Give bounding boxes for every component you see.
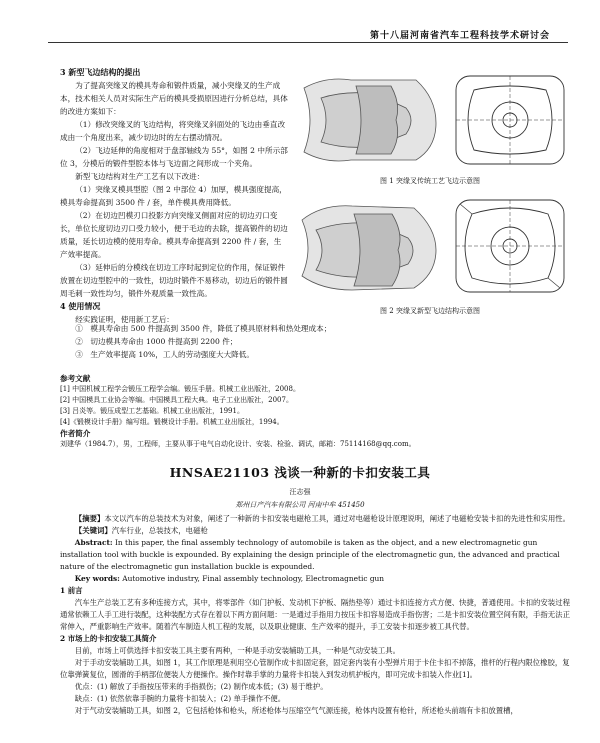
figure-1-caption: 图 1 突缘叉传统工艺飞边示意图 xyxy=(380,177,480,185)
article-body xyxy=(60,513,570,717)
section4-heading: 4 使用情况 xyxy=(60,301,101,311)
keywords-cn-label: 【关键词】 xyxy=(74,526,112,535)
keywords-cn-text: 汽车行业，总装技术，电磁枪 xyxy=(111,526,208,535)
section3-para: （1）修改突缘叉的飞边结构，将突缘叉斜面处的飞边由垂直改成由一个角度出来，减少切边时的左右摆动情况。 xyxy=(60,120,286,142)
reference-item: [4]《锻模设计手册》编写组。锻模设计手册。机械工业出版社，1994。 xyxy=(60,418,284,426)
section3-heading: 3 新型飞边结构的提出 xyxy=(60,67,141,77)
abstract-en-text: In this paper, the final assembly technology of automobile is taken as the object, and a new electromagnetic gun installation tool with buckle is expounded. By explaining the design principle of the electromagnetic gun, the advanced and practical nature of the electromagnetic gun installation buckle is expounded. xyxy=(60,538,560,571)
section3-para: （3）延伸后的分模线在切边工序时起到定位的作用，保证锻件放置在切边型腔中的一致性，切边时锻件不易移动，切边后的锻件圆周毛刺一致性均匀，锻件外观质量一致性高。 xyxy=(60,263,288,298)
author-note-text: 刘建华（1984.7），男，工程师，主要从事于电气自动化设计、安装、检验、调试，邮箱：75114168@qq.com。 xyxy=(60,440,416,448)
abstract-en-label: Abstract: xyxy=(74,538,113,547)
references-heading: 参考文献 xyxy=(60,374,91,383)
figure-2-caption: 图 2 突缘叉新型飞边结构示意图 xyxy=(380,307,480,315)
keywords-en-text: Automotive industry, Final assembly technology, Electromagnetic gun xyxy=(122,574,385,583)
abstract-en xyxy=(60,537,570,573)
reference-item: [1] 中国机械工程学会锻压工程学会编。锻压手册。机械工业出版社，2008。 xyxy=(60,385,300,393)
keywords-en-label: Key words: xyxy=(74,574,120,583)
sec2-para: 对于气动安装辅助工具，如图 2，它包括枪体和枪头，所述枪体与压缩空气气源连接，枪体内设置有枪针，所述枪头前端有卡扣放置槽， xyxy=(74,706,518,715)
sec1-heading: 1 前言 xyxy=(60,586,83,595)
article-affiliation: 郑州日产汽车有限公司 河南中牟 451450 xyxy=(235,501,365,509)
conference-header: 第十八届河南省汽车工程科技学术研讨会 xyxy=(370,31,551,41)
sec1-text: 汽车生产总装工艺有多种连接方式，其中，将零部件（如门护板、发动机下护板、隔热垫等）通过卡扣连接方式方便、快捷，普通使用。卡扣的安装过程通常依赖工人手工进行装配，这种装配方式存在着以下两方面问题：一是通过手指用力按压卡扣容易造成手指伤害；二是卡扣安装位置空间有限，手指无法正常伸入，严重影响生产效率。随着汽车制造人机工程的发展，以及职业健康、生产效率的提升，手工安装卡扣逐步被工具代替。 xyxy=(60,598,570,631)
article-author: 汪志强 xyxy=(289,488,311,496)
section4-list xyxy=(60,322,570,361)
sec2-para: 优点：(1) 解放了手指按压带来的手指损伤；(2) 制作成本低；(3) 易于维护。 xyxy=(74,682,328,691)
left-column xyxy=(60,66,288,326)
header-rule xyxy=(48,42,568,43)
sec2-para: 对于手动安装辅助工具，如图 1，其工作原理是利用空心管制作成卡扣固定套，固定套内装有小型弹片用于卡住卡扣不掉落，推杆的行程内限位橡胶，复位靠弹簧复位，圆滑的手柄部位便装人方便操作。操作时靠手掌的力量将卡扣装入到发动机护板内，即可完成卡扣装入作业[1]。 xyxy=(60,658,570,679)
references xyxy=(60,373,570,450)
figure-1-drawing xyxy=(296,68,571,170)
section3-para: （2）在切边凹模刃口投影方向突缘叉侧面对应的切边刃口变长，单位长度切边刃口受力较小，便于毛边的去除，提高锻件的切边质量，延长切边模的使用寿命。模具寿命提高到 2200 件 / 套，生产效率提高。 xyxy=(60,211,288,259)
section3-para: 为了提高突缘叉的模具寿命和锻件质量，减小突缘叉的生产成本，技术相关人员对实际生产后的模具受损原因进行分析总结，具体的改进方案如下： xyxy=(60,81,288,116)
abstract-cn-label: 【摘要】 xyxy=(74,514,105,523)
section3-para: （2）飞边延伸的角度相对于盘部轴线为 55°，如图 2 中所示部位 3，分模后的锻件型腔本体与飞边面之间形成一个夹角。 xyxy=(60,146,288,168)
reference-item: [2] 中国模具工业协会等编。中国模具工程大典。电子工业出版社，2007。 xyxy=(60,396,293,404)
reference-item: [3] 吕炎等。锻压成型工艺基础。机械工业出版社，1991。 xyxy=(60,407,244,415)
keywords-cn xyxy=(60,525,570,537)
abstract-cn-text: 本文以汽车的总装技术为对象，阐述了一种新的卡扣安装电磁枪工具，通过对电磁枪设计原理说明，阐述了电磁枪安装卡扣的先进性和实用性。 xyxy=(104,514,570,523)
sec2-heading: 2 市场上的卡扣安装工具简介 xyxy=(60,634,157,643)
list-item: ③ 生产效率提高 10%，工人的劳动强度大大降低。 xyxy=(75,350,254,359)
list-item: ② 切边模具寿命由 1000 件提高到 2200 件； xyxy=(75,337,238,346)
sec2-para: 缺点：(1) 依然依靠手腕的力量将卡扣装入；(2) 单手操作不便。 xyxy=(74,694,286,703)
figure-2-drawing xyxy=(296,190,571,302)
section3-para: 新型飞边结构对生产工艺有以下改进： xyxy=(75,172,205,181)
sec2-para: 目前，市场上可供选择卡扣安装工具主要有两种，一种是手动安装辅助工具，一种是气动安装工具。 xyxy=(74,646,400,655)
article-title: HNSAE21103 浅谈一种新的卡扣安装工具 xyxy=(169,465,431,480)
section3-para: （1）突缘叉模具型腔（图 2 中部位 4）加厚，模具强度提高，模具寿命提高到 3500 件 / 套，单件模具费用降低。 xyxy=(60,185,287,207)
section4-intro: 经实践证明，使用新工艺后： xyxy=(75,315,174,324)
keywords-en xyxy=(60,573,570,585)
author-note-heading: 作者简介 xyxy=(60,429,91,438)
list-item: ① 模具寿命由 500 件提高到 3500 件，降低了模具原材料和热处理成本； xyxy=(75,324,332,333)
abstract-cn xyxy=(60,513,570,525)
